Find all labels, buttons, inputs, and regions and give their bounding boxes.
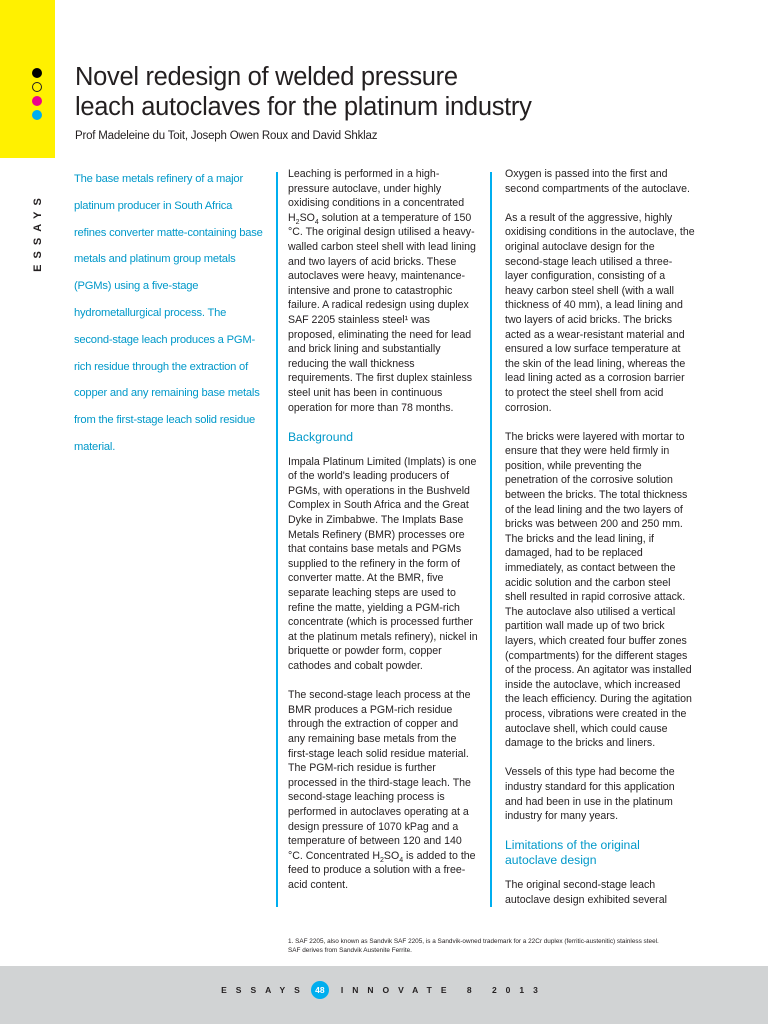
footnote [288, 938, 708, 955]
footer-section-label: ESSAYS [221, 985, 309, 995]
section-label-vertical: ESSAYS [32, 192, 44, 272]
side-bar [0, 0, 55, 966]
title-line-2: leach autoclaves for the platinum industry [75, 93, 532, 121]
page-footer [0, 966, 768, 1024]
column-rule-right [490, 172, 492, 907]
paragraph: Vessels of this type had become the industry standard for this application and had been in use in the platinum industry for many years. [505, 766, 675, 823]
title-line-1: Novel redesign of welded pressure [75, 63, 458, 91]
body-column-right [505, 167, 695, 922]
cyan-dot-icon [32, 110, 42, 120]
paragraph: As a result of the aggressive, highly oxidising conditions in the autoclave, the original autoclave design for the second-stage leach utilised a three-layer configuration, consisting of a heavy carbon steel shell (with a wall thickness of 40 mm), a lead lining and two layers of acid bricks. The bricks acted as a wear-resistant material and ensured a low surface temperature at the skin of the lead lining, whereas the lead lining acted as a corrosion barrier to protect the steel shell from acid corrosion. [505, 211, 695, 414]
black-dot-icon [32, 68, 42, 78]
magenta-dot-icon [32, 96, 42, 106]
paragraph: Impala Platinum Limited (Implats) is one of the world's leading producers of PGMs, with operations in the Bushveld Complex in South Africa and the Great Dyke in Zimbabwe. The Implats Base Metals Refinery (BMR) processes ore that contains base metals and PGMs supplied to the refinery in the form of converter matte. At the BMR, five separate leaching steps are used to refine the matte, yielding a PGM-rich concentrate (which is processed further at the platinum metals refinery), nickel in briquette or powder form, copper cathodes and cobalt powder. [288, 455, 478, 672]
yellow-tab [0, 0, 55, 158]
body-column-middle [288, 167, 478, 907]
footnote-line-2: SAF derives from Sandvik Austenite Ferrite. [288, 946, 412, 954]
paragraph: The second-stage leach process at the BMR produces a PGM-rich residue through the extraction of copper and any remaining base metals from the first-stage leach solid residue material. The PGM-rich residue is further processed in the third-stage leach. The second-stage leaching process is performed in autoclaves operating at a design pressure of 1070 kPag and a temperature of between 120 and 140 °C. Concentrated $H_2SO_4$ is added to the feed to produce a solution with a free-acid content. [288, 689, 476, 891]
footer-running-line [0, 980, 768, 1000]
footnote-line-1: 1. SAF 2205, also known as Sandvik SAF 2205, is a Sandvik-owned trademark for a 22Cr duplex (ferritic-austenitic) stainless steel. [288, 938, 659, 945]
heading-limitations: Limitations of the original autoclave design [505, 838, 640, 868]
column-rule-left [276, 172, 278, 907]
article-title [75, 62, 675, 122]
paragraph: The original second-stage leach autoclave design exhibited several [505, 879, 667, 906]
yellow-dot-icon [32, 82, 42, 92]
paragraph: The bricks were layered with mortar to ensure that they were held firmly in position, while preventing the penetration of the corrosive solution between the bricks. The total thickness of the lead lining and the two layers of bricks was between 200 and 250 mm. The bricks and the lead lining, if damaged, had to be replaced immediately, as contact between the acidic solution and the carbon steel shell resulted in rapid corrosive attack. The autoclave also utilised a vertical partition wall made up of two brick layers, which created four buffer zones (compartments) for the different stages of the process. An agitator was installed inside the autoclave, which increased the leach efficiency. During the agitation process, vibrations were created in the autoclave shell, which could cause damage to the bricks and liners. [505, 430, 692, 750]
article-authors: Prof Madeleine du Toit, Joseph Owen Roux and David Shklaz [75, 130, 378, 142]
article-intro: The base metals refinery of a major platinum producer in South Africa refines converter matte-containing base metals and platinum group metals (PGMs) using a five-stage hydrometallurgical process. The second-stage leach produces a PGM-rich residue through the extraction of copper and any remaining base metals from the first-stage leach solid residue material. [74, 173, 263, 453]
page-number-badge: 48 [311, 981, 329, 999]
color-dots [32, 68, 44, 124]
paragraph: Leaching is performed in a high-pressure autoclave, under highly oxidising conditions in a concentrated $H_2SO_4$ solution at a temperature of 150 °C. The original design utilised a heavy-walled carbon steel shell with lead lining and two layers of acid bricks. These autoclaves were heavy, maintenance-intensive and prone to catastrophic failure. A radical redesign using duplex SAF 2205 stainless steel¹ was proposed, eliminating the need for lead and brick lining and substantially reducing the wall thickness requirements. The first duplex stainless steel unit has been in continuous operation for more than 78 months. [288, 168, 476, 414]
paragraph: Oxygen is passed into the first and second compartments of the autoclave. [505, 168, 690, 195]
footer-publication: INNOVATE 8 2013 [340, 985, 547, 995]
heading-background: Background [288, 429, 354, 444]
